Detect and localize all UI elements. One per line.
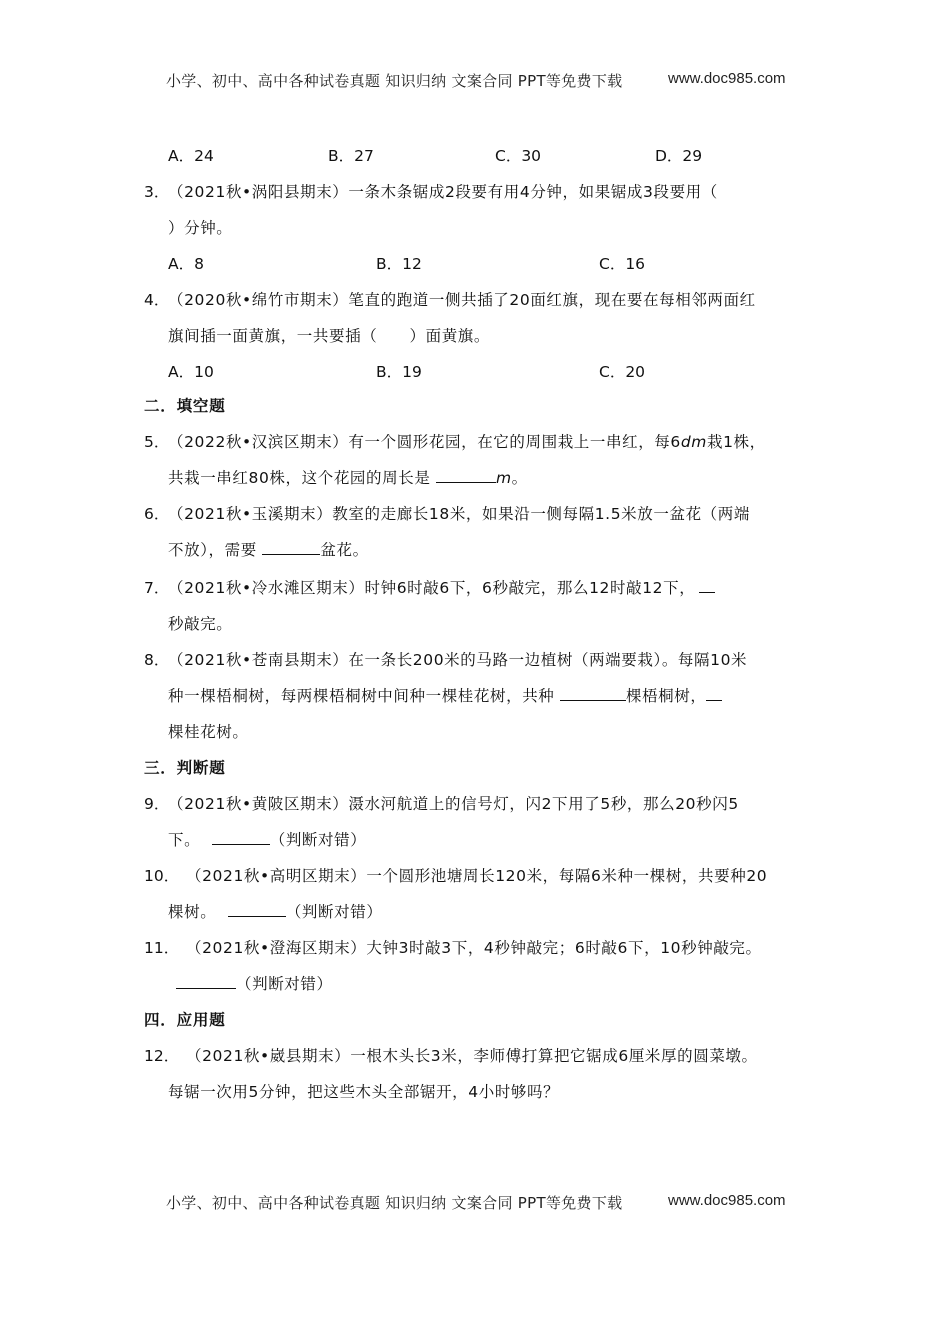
section-title: 四．应用题 xyxy=(144,1011,226,1029)
q9-text: （2021秋•黄陂区期末）滠水河航道上的信号灯，闪2下用了5秒，那么20秒闪5 xyxy=(168,795,739,813)
q8-answer-blank-1[interactable] xyxy=(560,686,626,701)
q8-text-end: 棵桂花树。 xyxy=(168,723,249,741)
section-title: 三．判断题 xyxy=(144,759,226,777)
q4-option-c: C．20 xyxy=(599,363,646,381)
q5-unit-dm: dm xyxy=(680,433,707,451)
q10-text-cont xyxy=(168,902,382,922)
q2-option-b: B．27 xyxy=(328,147,374,165)
q3-text: （2021秋•涡阳县期末）一条木条锯成2段要有用4分钟，如果锯成3段要用（ xyxy=(168,183,718,201)
q11-number: 11． xyxy=(144,939,180,957)
q6-text-b: 盆花。 xyxy=(320,541,369,559)
q6-text-cont xyxy=(168,540,369,560)
footer-url[interactable]: www.doc985.com xyxy=(668,1192,786,1209)
q8-number: 8． xyxy=(144,651,170,669)
q5-text-a: （2022秋•汉滨区期末）有一个圆形花园，在它的周围栽上一串红，每6 xyxy=(168,433,681,451)
q6-number: 6． xyxy=(144,505,170,523)
q7-text-cont: 秒敲完。 xyxy=(168,615,233,633)
header-url[interactable]: www.doc985.com xyxy=(668,70,786,87)
q11-text: （2021秋•澄海区期末）大钟3时敲3下，4秒钟敲完；6时敲6下，10秒钟敲完。 xyxy=(186,939,762,957)
q8-text-a: 种一棵梧桐树，每两棵梧桐树中间种一棵桂花树，共种 xyxy=(168,687,560,705)
q12-number: 12． xyxy=(144,1047,180,1065)
q5-text-d: 。 xyxy=(511,469,528,487)
q3-text-cont: ）分钟。 xyxy=(168,219,233,237)
q3-option-a: A．8 xyxy=(168,255,204,273)
q10-text-a: 棵树。 xyxy=(168,903,222,921)
q11-answer-blank[interactable] xyxy=(176,974,236,989)
q8-answer-blank-2[interactable] xyxy=(706,686,722,701)
q10-answer-blank[interactable] xyxy=(228,902,286,917)
q2-option-d: D．29 xyxy=(655,147,703,165)
q7-answer-blank[interactable] xyxy=(699,578,715,593)
q8-text-b: 棵梧桐树， xyxy=(625,687,707,705)
q10-text: （2021秋•高明区期末）一个圆形池塘周长120米，每隔6米种一棵树，共要种20 xyxy=(186,867,768,885)
q7-text-a: （2021秋•冷水滩区期末）时钟6时敲6下，6秒敲完，那么12时敲12下， xyxy=(168,579,696,597)
q4-text-cont: 旗间插一面黄旗，一共要插（ ）面黄旗。 xyxy=(168,327,491,345)
q6-text: （2021秋•玉溪期末）教室的走廊长18米，如果沿一侧每隔1.5米放一盆花（两端 xyxy=(168,505,750,523)
q5-answer-blank[interactable] xyxy=(436,468,496,483)
q2-option-a: A．24 xyxy=(168,147,214,165)
q5-text-c: 共栽一串红80株，这个花园的周长是 xyxy=(168,469,436,487)
q2-option-c: C．30 xyxy=(495,147,542,165)
q12-text-cont: 每锯一次用5分钟，把这些木头全部锯开，4小时够吗？ xyxy=(168,1083,560,1101)
q7-text xyxy=(168,578,715,598)
q3-option-c: C．16 xyxy=(599,255,646,273)
section-title: 二．填空题 xyxy=(144,397,226,415)
q3-option-b: B．12 xyxy=(376,255,422,273)
q5-text-b: 栽1株， xyxy=(707,433,766,451)
q8-text-cont xyxy=(168,686,722,706)
q5-number: 5． xyxy=(144,433,170,451)
q11-text-cont xyxy=(176,974,333,994)
q5-unit-m: m xyxy=(495,469,512,487)
footer-text: 小学、初中、高中各种试卷真题 知识归纳 文案合同 PPT等免费下载 xyxy=(166,1194,623,1212)
q3-number: 3． xyxy=(144,183,170,201)
q9-text-cont xyxy=(168,830,366,850)
q4-option-a: A．10 xyxy=(168,363,214,381)
q6-answer-blank[interactable] xyxy=(262,540,320,555)
q10-text-b: （判断对错） xyxy=(285,903,383,921)
q9-answer-blank[interactable] xyxy=(212,830,270,845)
q12-text: （2021秋•崴县期末）一根木头长3米，李师傅打算把它锯成6厘米厚的圆菜墩。 xyxy=(186,1047,758,1065)
q8-text: （2021秋•苍南县期末）在一条长200米的马路一边植树（两端要栽）。每隔10米 xyxy=(168,651,748,669)
q9-number: 9． xyxy=(144,795,170,813)
q10-number: 10． xyxy=(144,867,180,885)
q9-text-b: （判断对错） xyxy=(269,831,367,849)
q5-text xyxy=(168,432,766,452)
q5-text-cont xyxy=(168,468,528,488)
q4-option-b: B．19 xyxy=(376,363,422,381)
q7-number: 7． xyxy=(144,579,170,597)
header-text: 小学、初中、高中各种试卷真题 知识归纳 文案合同 PPT等免费下载 xyxy=(166,72,623,90)
q11-text-b: （判断对错） xyxy=(236,975,333,993)
q6-text-a: 不放），需要 xyxy=(168,541,263,559)
q4-text: （2020秋•绵竹市期末）笔直的跑道一侧共插了20面红旗，现在要在每相邻两面红 xyxy=(168,291,756,309)
q4-number: 4． xyxy=(144,291,170,309)
q9-text-a: 下。 xyxy=(168,831,206,849)
